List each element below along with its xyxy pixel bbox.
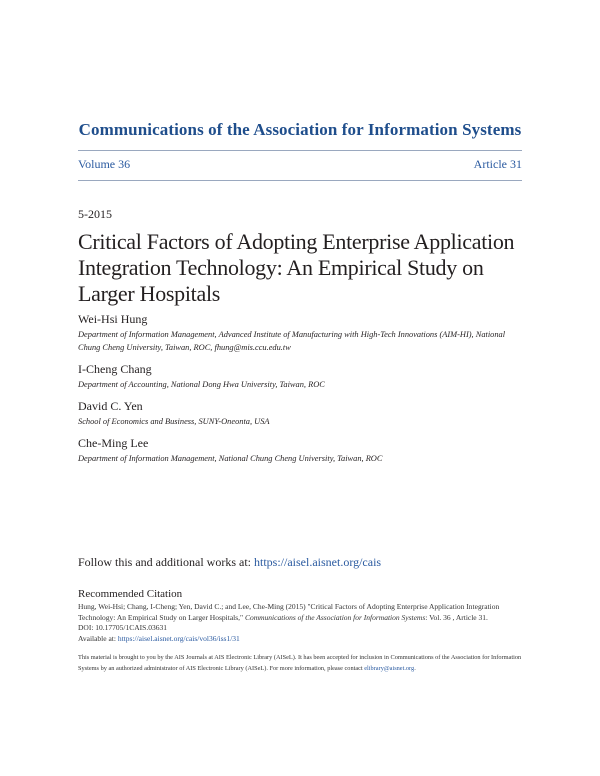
author-affiliation: Department of Information Management, National Chung Cheng University, Taiwan, ROC — [78, 454, 383, 463]
article-link[interactable]: Article 31 — [473, 157, 522, 171]
author-block — [78, 436, 528, 465]
article-title: Critical Factors of Adopting Enterprise Application Integration Technology: An Empirical Study on Larger Hospitals — [78, 229, 515, 306]
publication-date: 5-2015 — [78, 207, 112, 221]
bottom-rule — [78, 180, 522, 181]
citation-journal: Communications of the Association for Information Systems — [244, 612, 426, 622]
volume-line — [78, 157, 522, 172]
citation-authors-title: Hung, Wei-Hsi; Chang, I-Cheng; Yen, David C.; and Lee, Che-Ming (2015) "Critical Factors of Adopting Enterprise Application Integration Technology: An Empirical Study on Larger Hospitals," — [78, 602, 500, 622]
volume-link[interactable]: Volume 36 — [78, 157, 131, 171]
author-block — [78, 399, 528, 428]
recommended-citation-heading: Recommended Citation — [78, 588, 183, 600]
author-name: Che-Ming Lee — [78, 436, 149, 450]
citation-text — [78, 602, 522, 644]
follow-text: Follow this and additional works at: — [78, 555, 254, 569]
footer-text: This material is brought to you by the AIS Journals at AIS Electronic Library (AISeL). It has been accepted for inclusion in Communications of the Association for Information Systems by an authorized administrator of AIS Electronic Library (AISeL). For more information, please contact — [78, 654, 522, 672]
author-affiliation: Department of Accounting, National Dong Hwa University, Taiwan, ROC — [78, 380, 325, 389]
journal-title[interactable]: Communications of the Association for Information Systems — [78, 120, 522, 139]
author-affiliation: Department of Information Management, Advanced Institute of Manufacturing with High-Tech Innovations (AIM-HI), National Chung Cheng University, Taiwan, ROC, fhung@mis.ccu.edu.tw — [78, 330, 506, 352]
article-url-link[interactable]: https://aisel.aisnet.org/cais/vol36/iss1/31 — [117, 633, 240, 643]
footer-notice — [78, 653, 522, 674]
author-name: I-Cheng Chang — [78, 362, 152, 376]
collection-link[interactable]: https://aisel.aisnet.org/cais — [254, 555, 382, 569]
citation-doi: DOI: 10.17705/1CAIS.03631 — [78, 623, 167, 632]
author-name: Wei-Hsi Hung — [78, 312, 148, 326]
author-block — [78, 362, 528, 391]
author-affiliation: School of Economics and Business, SUNY-Oneonta, USA — [78, 417, 270, 426]
author-name: David C. Yen — [78, 399, 143, 413]
available-label: Available at: — [78, 633, 118, 643]
follow-line — [78, 555, 381, 570]
top-rule — [78, 150, 522, 151]
author-block — [78, 312, 528, 354]
citation-volume: : Vol. 36 , Article 31. — [425, 612, 488, 622]
footer-end: . — [414, 664, 416, 672]
contact-email-link[interactable]: elibrary@aisnet.org — [364, 664, 415, 672]
